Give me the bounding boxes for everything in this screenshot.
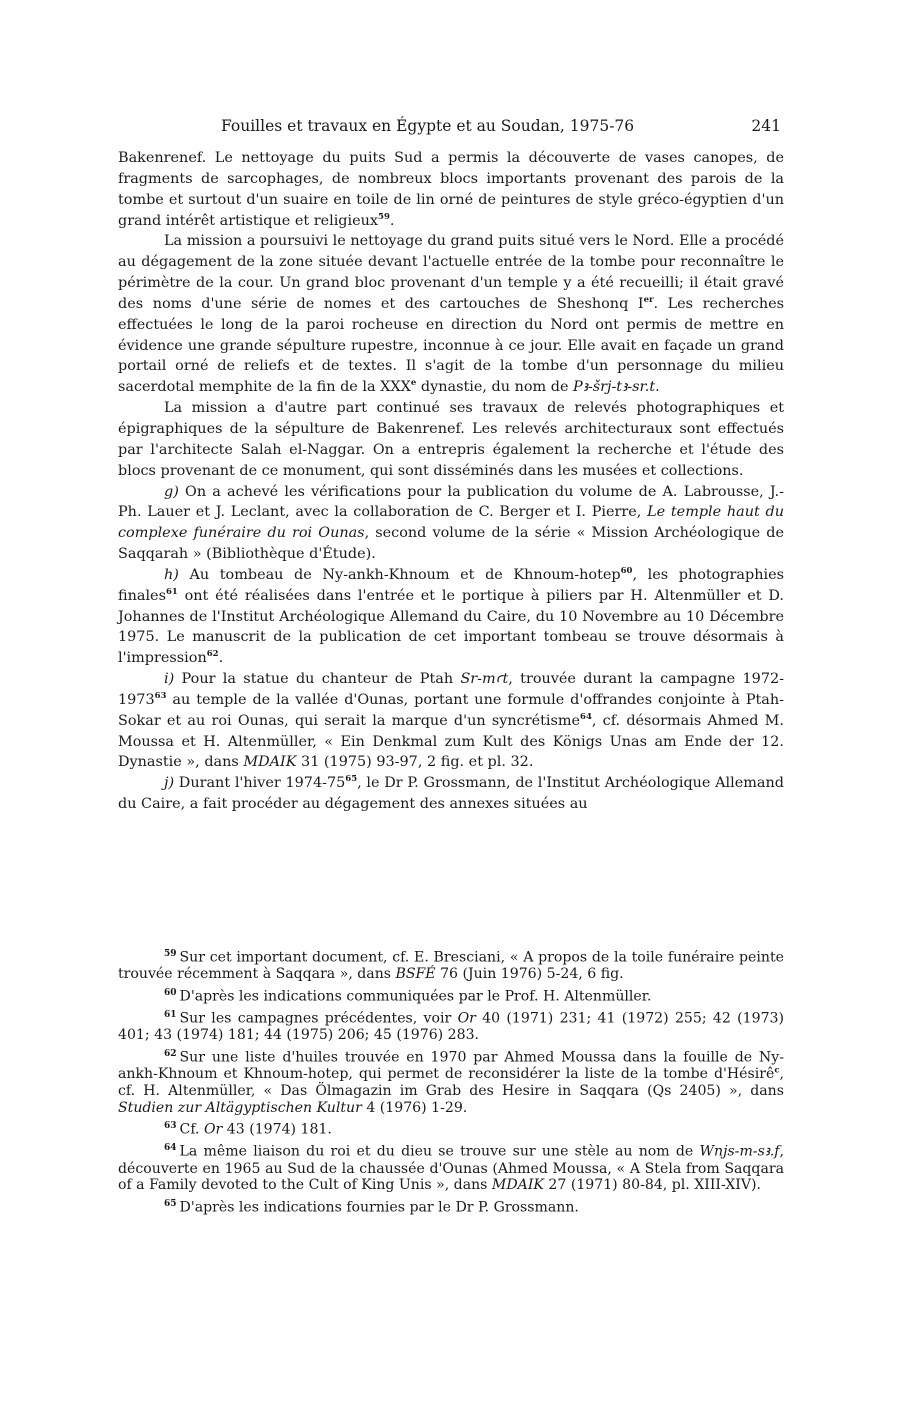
footnote-ref[interactable]: 61	[165, 586, 178, 597]
footnote	[118, 985, 784, 1005]
paragraph-i	[118, 669, 784, 773]
footnote-ref[interactable]: 64	[580, 711, 592, 722]
paragraph-g	[118, 482, 784, 565]
text-run: , cf. désormais Ahmed M. Moussa et H. Altenmüller, « Ein Denkmal zum Kult des Königs Unas am Ende der 12. Dynastie », dans	[118, 712, 784, 771]
text-run: Bakenrenef. Le nettoyage du puits Sud a permis la découverte de vases canopes, de fragments de sarcophages, de nombreux blocs importants provenant des parois de la tombe et surtout d'un suaire en toile de lin orné de peintures de style gréco-égyptien d'un grand intérêt artistique et religieux	[118, 150, 784, 229]
text-run: , le Dr P. Grossmann, de l'Institut Archéologique Allemand du Caire, a fait procéder au dégagement des annexes situées au	[118, 775, 784, 813]
superscript: er	[643, 295, 654, 306]
text-run: On a achevé les vérifications pour la publication du volume de A. Labrousse, J.-Ph. Lauer et J. Leclant, avec la collaboration de C. Berger et I. Pierre,	[118, 483, 784, 521]
text-run: Sur une liste d'huiles trouvée en 1970 par Ahmed Moussa dans la fouille de Ny-ankh-Khnoum et Khnoum-hotep, qui permet de reconsidérer la liste de la tombe d'Hésirê	[118, 1049, 784, 1083]
text-run: Sur cet important document, cf. E. Bresciani, « A propos de la toile funéraire peinte trouvée récemment à Saqqara », dans	[118, 949, 784, 983]
book-title: Le temple haut du complexe funéraire du roi Ounas	[118, 504, 785, 542]
superscript: c	[774, 1065, 780, 1076]
footnote-ref[interactable]: 60	[620, 566, 633, 577]
text-run: La mission a d'autre part continué ses travaux de relevés photographiques et épigraphiques de la sépulture de Bakenrenef. Les relevés architecturaux sont effectués par l'architecte Salah el-Naggar. On a entrepris également la recherche et l'étude des blocs provenant de ce monument, qui sont disséminés dans les musées et collections.	[118, 400, 784, 479]
footnote	[118, 1046, 784, 1116]
text-run: , trouvée durant la campagne 1972-1973	[118, 671, 784, 708]
text-run: 4 (1976) 1-29.	[361, 1099, 468, 1116]
egyptian-name: Pꜣ-šrj-tꜣ-sr.t	[573, 379, 656, 396]
text-run: Cf.	[179, 1121, 204, 1138]
main-text	[118, 148, 784, 815]
journal-abbrev: MDAIK	[491, 1177, 544, 1194]
item-label: g)	[164, 483, 179, 500]
footnote-number: 65	[164, 1198, 177, 1209]
egyptian-name: Wnjs-m-sꜣ.f	[699, 1144, 780, 1161]
paragraph	[118, 148, 784, 231]
text-run: au temple de la vallée d'Ounas, portant une formule d'offrandes conjointe à Ptah-Sokar et au roi Ounas, qui serait la marque d'un syncrétisme	[118, 691, 784, 729]
text-run: .	[389, 212, 395, 229]
text-run: Pour la statue du chanteur de Ptah	[174, 671, 461, 688]
footnote-number: 60	[164, 987, 177, 998]
footnote-number: 59	[164, 949, 177, 959]
item-label: j)	[164, 775, 175, 792]
footnote-ref[interactable]: 65	[345, 774, 358, 785]
text-run: , découverte en 1965 au Sud de la chaussée d'Ounas (Ahmed Moussa, « A Stela from Saqqara of a Family devoted to the Cult of King Unis », dans	[118, 1144, 784, 1194]
item-label: h)	[164, 566, 179, 583]
footnote-number: 63	[164, 1121, 177, 1132]
footnote-number: 64	[164, 1143, 177, 1154]
footnote-number: 62	[164, 1049, 177, 1060]
paragraph-j	[118, 773, 784, 815]
journal-abbrev: Or	[204, 1121, 223, 1138]
footnote-ref[interactable]: 59	[378, 211, 390, 222]
text-run: Au tombeau de Ny-ankh-Khnoum et de Khnoum-hotep	[178, 566, 621, 583]
paragraph-h	[118, 565, 784, 669]
text-run: D'après les indications fournies par le Dr P. Grossmann.	[179, 1199, 579, 1216]
text-run: D'après les indications communiquées par le Prof. H. Altenmüller.	[179, 988, 652, 1005]
footnote	[118, 946, 784, 983]
footnote	[118, 1007, 784, 1044]
text-run: 27 (1971) 80-84, pl. XIII-XIV).	[543, 1177, 761, 1194]
text-run: .	[218, 650, 224, 667]
text-run: 76 (Juin 1976) 5-24, 6 fig.	[435, 966, 624, 983]
footnote-number: 61	[164, 1010, 177, 1021]
footnote	[118, 1140, 784, 1193]
journal-abbrev: BSFÉ	[395, 966, 436, 983]
footnote	[118, 1196, 784, 1216]
running-title: Fouilles et travaux en Égypte et au Soudan, 1975-76	[221, 117, 635, 135]
footnote-ref[interactable]: 62	[206, 649, 219, 660]
text-run: . Les recherches effectuées le long de la paroi rocheuse en direction du Nord ont permis de mettre en évidence une grande sépulture rupestre, inconnue à ce jour. Elle avait en façade un grand portail orné de reliefs et de textes. Il s'agit de la tombe d'un personnage du milieu sacerdotal memphite de la fin de la XXX	[118, 295, 785, 396]
text-run: Durant l'hiver 1974-75	[174, 775, 346, 792]
journal-abbrev: MDAIK	[243, 754, 297, 771]
text-run: dynastie, du nom de	[416, 379, 574, 396]
text-run: ont été réalisées dans l'entrée et le portique à piliers par H. Altenmüller et D. Johannes de l'Institut Archéologique Allemand du Caire, du 10 Novembre au 10 Décembre 1975. Le manuscrit de la publication de cet important tombeau se trouve désormais à l'impression	[118, 587, 784, 667]
footnotes	[118, 946, 784, 1218]
footnote	[118, 1118, 784, 1138]
text-run: La même liaison du roi et du dieu se trouve sur une stèle au nom de	[179, 1144, 700, 1161]
text-run: Sur les campagnes précédentes, voir	[179, 1010, 458, 1027]
page-number: 241	[751, 117, 781, 135]
text-run: , les photographies finales	[118, 566, 784, 604]
journal-title: Studien zur Altägyptischen Kultur	[118, 1099, 362, 1116]
text-run: , second volume de la série « Mission Archéologique de Saqqarah » (Bibliothèque d'Étude).	[118, 525, 784, 563]
text-run: 31 (1975) 93-97, 2 fig. et pl. 32.	[296, 754, 534, 771]
paragraph	[118, 398, 784, 481]
running-head	[221, 117, 781, 135]
text-run: La mission a poursuivi le nettoyage du grand puits situé vers le Nord. Elle a procédé au dégagement de la zone située devant l'actuelle entrée de la tombe pour reconnaître le périmètre de la cour. Un grand bloc provenant d'un temple y a été recueilli; il était gravé des noms d'une série de nomes et des cartouches de Sheshonq I	[118, 233, 784, 312]
text-run: 40 (1971) 231; 41 (1972) 255; 42 (1973) 401; 43 (1974) 181; 44 (1975) 206; 45 (1976) 283.	[118, 1010, 784, 1044]
journal-abbrev: Or	[457, 1010, 476, 1027]
text-run: 43 (1974) 181.	[222, 1121, 332, 1138]
footnote-ref[interactable]: 63	[154, 691, 167, 702]
item-label: i)	[164, 671, 175, 688]
text-run: , cf. H. Altenmüller, « Das Ölmagazin im Grab des Hesire in Saqqara (Qs 2405) », dans	[118, 1066, 784, 1099]
egyptian-name: Sr-mꜥt	[460, 671, 509, 688]
superscript: e	[410, 378, 417, 389]
text-run: .	[655, 379, 660, 396]
paragraph	[118, 231, 784, 398]
